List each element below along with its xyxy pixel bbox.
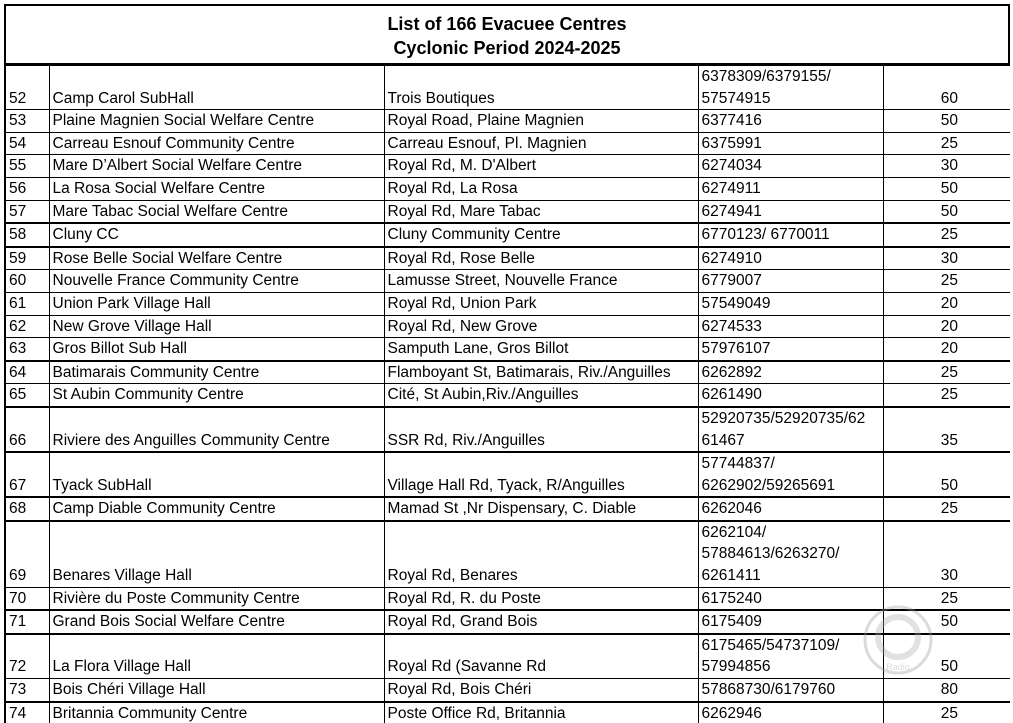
centre-phone <box>698 110 883 133</box>
centre-capacity: 50 <box>883 177 1010 200</box>
centre-address: SSR Rd, Riv./Anguilles <box>384 407 698 452</box>
centre-number: 60 <box>5 270 49 293</box>
centre-name: Camp Carol SubHall <box>49 66 384 110</box>
centre-name: Mare D’Albert Social Welfare Centre <box>49 155 384 178</box>
phone-line: 6378309/6379155/ <box>701 68 831 85</box>
centre-name: Nouvelle France Community Centre <box>49 270 384 293</box>
centre-address: Royal Rd (Savanne Rd <box>384 634 698 679</box>
table-row <box>5 292 1010 315</box>
centre-capacity: 20 <box>883 315 1010 338</box>
centre-address: Royal Rd, Mare Tabac <box>384 200 698 223</box>
centre-number: 74 <box>5 702 49 723</box>
centre-capacity: 30 <box>883 247 1010 270</box>
centre-phone <box>698 610 883 634</box>
centre-phone <box>698 200 883 223</box>
phone-line: 6262104/ <box>701 523 767 541</box>
centre-address: Royal Rd, New Grove <box>384 315 698 338</box>
centre-phone <box>698 132 883 155</box>
centre-address: Royal Rd, M. D'Albert <box>384 155 698 178</box>
phone-line: 6377416 <box>701 112 762 130</box>
table-row <box>5 315 1010 338</box>
phone-line: 57976107 <box>701 340 771 358</box>
phone-line: 6262946 <box>701 704 762 722</box>
centre-phone <box>698 177 883 200</box>
phone-line: 6770123/ 6770011 <box>701 226 830 244</box>
centre-number: 72 <box>5 634 49 679</box>
centre-phone <box>698 634 883 679</box>
phone-line: 6175465/54737109/ <box>701 636 840 654</box>
phone-line: 6262892 <box>701 363 762 381</box>
table-row <box>5 610 1010 634</box>
phone-line: 57884613/6263270/ <box>701 545 840 563</box>
centre-phone <box>698 679 883 702</box>
centre-name: Gros Billot Sub Hall <box>49 338 384 361</box>
centre-capacity: 25 <box>883 587 1010 610</box>
table-row <box>5 407 1010 452</box>
centre-phone <box>698 292 883 315</box>
centre-address: Royal Rd, La Rosa <box>384 177 698 200</box>
centre-address: Royal Road, Plaine Magnien <box>384 110 698 133</box>
table-row <box>5 247 1010 270</box>
centre-number: 55 <box>5 155 49 178</box>
title-line-1: List of 166 Evacuee Centres <box>387 14 627 34</box>
centre-address: Carreau Esnouf, Pl. Magnien <box>384 132 698 155</box>
centre-number: 53 <box>5 110 49 133</box>
table-row <box>5 361 1010 384</box>
centre-number: 63 <box>5 338 49 361</box>
table-row <box>5 679 1010 702</box>
centre-capacity: 30 <box>883 155 1010 178</box>
centre-name: Rose Belle Social Welfare Centre <box>49 247 384 270</box>
table-row <box>5 338 1010 361</box>
centre-number: 62 <box>5 315 49 338</box>
centre-phone <box>698 407 883 452</box>
centre-phone <box>698 452 883 497</box>
centre-name: Batimarais Community Centre <box>49 361 384 384</box>
centre-address: Royal Rd, Grand Bois <box>384 610 698 634</box>
centre-number: 52 <box>5 66 49 110</box>
table-row <box>5 200 1010 223</box>
centre-address: Mamad St ,Nr Dispensary, C. Diable <box>384 497 698 521</box>
centre-name: Carreau Esnouf Community Centre <box>49 132 384 155</box>
centre-name: Grand Bois Social Welfare Centre <box>49 610 384 634</box>
centre-address: Flamboyant St, Batimarais, Riv./Anguilles <box>384 361 698 384</box>
phone-line: 6274911 <box>701 179 761 197</box>
phone-line: 57549049 <box>701 294 771 312</box>
centre-phone <box>698 223 883 247</box>
centre-number: 67 <box>5 452 49 497</box>
centre-number: 54 <box>5 132 49 155</box>
centre-name: Tyack SubHall <box>49 452 384 497</box>
centre-name: Cluny CC <box>49 223 384 247</box>
table-row <box>5 177 1010 200</box>
centre-capacity: 50 <box>883 110 1010 133</box>
centre-phone <box>698 66 883 110</box>
phone-line: 6274941 <box>701 202 762 220</box>
centre-address: Village Hall Rd, Tyack, R/Anguilles <box>384 452 698 497</box>
centre-number: 70 <box>5 587 49 610</box>
centre-phone <box>698 270 883 293</box>
centre-name: Benares Village Hall <box>49 521 384 587</box>
centre-phone <box>698 155 883 178</box>
centre-phone <box>698 247 883 270</box>
centre-name: Rivière du Poste Community Centre <box>49 587 384 610</box>
phone-line: 6262902/59265691 <box>701 476 836 494</box>
table-row <box>5 702 1010 723</box>
centre-capacity: 25 <box>883 702 1010 723</box>
centre-capacity: 25 <box>883 497 1010 521</box>
centre-address: Royal Rd, Bois Chéri <box>384 679 698 702</box>
centre-phone <box>698 702 883 723</box>
phone-line: 52920735/52920735/62 <box>701 409 866 427</box>
centre-capacity: 20 <box>883 292 1010 315</box>
centre-capacity: 50 <box>883 200 1010 223</box>
centre-phone <box>698 521 883 587</box>
centre-name: La Flora Village Hall <box>49 634 384 679</box>
centre-number: 64 <box>5 361 49 384</box>
centre-name: Mare Tabac Social Welfare Centre <box>49 200 384 223</box>
phone-line: 6274034 <box>701 157 762 175</box>
phone-line: 61467 <box>701 431 745 449</box>
centre-name: Riviere des Anguilles Community Centre <box>49 407 384 452</box>
centre-capacity: 25 <box>883 132 1010 155</box>
phone-line: 6262046 <box>701 500 762 518</box>
centre-phone <box>698 384 883 407</box>
centre-address: Cluny Community Centre <box>384 223 698 247</box>
evacuee-centres-sheet <box>4 4 1010 723</box>
table-title <box>4 4 1010 65</box>
table-row <box>5 132 1010 155</box>
centre-capacity: 80 <box>883 679 1010 702</box>
phone-line: 6274910 <box>701 249 762 267</box>
centre-phone <box>698 315 883 338</box>
centre-address: Royal Rd, Benares <box>384 521 698 587</box>
centre-number: 71 <box>5 610 49 634</box>
table-row <box>5 110 1010 133</box>
phone-line: 57744837/ <box>701 455 775 473</box>
table-row <box>5 155 1010 178</box>
phone-line: 6274533 <box>701 317 762 335</box>
table-row <box>5 587 1010 610</box>
centre-capacity: 25 <box>883 384 1010 407</box>
centre-address: Royal Rd, R. du Poste <box>384 587 698 610</box>
centre-name: Union Park Village Hall <box>49 292 384 315</box>
centre-name: Bois Chéri Village Hall <box>49 679 384 702</box>
centre-address: Poste Office Rd, Britannia <box>384 702 698 723</box>
centre-capacity: 30 <box>883 521 1010 587</box>
watermark-label: Radio <box>886 662 910 672</box>
centre-number: 69 <box>5 521 49 587</box>
phone-line: 6175409 <box>701 613 762 631</box>
centre-phone <box>698 587 883 610</box>
phone-line: 6779007 <box>701 272 762 290</box>
centre-capacity: 25 <box>883 223 1010 247</box>
phone-line: 6261490 <box>701 386 762 404</box>
centre-capacity: 25 <box>883 270 1010 293</box>
centre-capacity: 60 <box>883 66 1010 110</box>
table-row <box>5 223 1010 247</box>
table-row <box>5 66 1010 110</box>
centre-name: New Grove Village Hall <box>49 315 384 338</box>
table-row <box>5 452 1010 497</box>
centre-number: 66 <box>5 407 49 452</box>
centre-number: 73 <box>5 679 49 702</box>
table-body <box>5 66 1010 723</box>
phone-line: 6375991 <box>701 134 762 152</box>
phone-line: 6261411 <box>701 567 761 585</box>
centre-number: 59 <box>5 247 49 270</box>
centre-capacity: 50 <box>883 610 1010 634</box>
centre-number: 56 <box>5 177 49 200</box>
centre-number: 57 <box>5 200 49 223</box>
centre-address: Lamusse Street, Nouvelle France <box>384 270 698 293</box>
centre-capacity: 50 <box>883 452 1010 497</box>
centre-address: Trois Boutiques <box>384 66 698 110</box>
centre-address: Royal Rd, Union Park <box>384 292 698 315</box>
centre-number: 58 <box>5 223 49 247</box>
table-row <box>5 270 1010 293</box>
centre-name: Britannia Community Centre <box>49 702 384 723</box>
evacuee-centres-table <box>4 65 1010 723</box>
centre-capacity: 20 <box>883 338 1010 361</box>
table-row <box>5 634 1010 679</box>
centre-name: Camp Diable Community Centre <box>49 497 384 521</box>
centre-phone <box>698 338 883 361</box>
table-row <box>5 521 1010 587</box>
centre-address: Cité, St Aubin,Riv./Anguilles <box>384 384 698 407</box>
centre-capacity: 35 <box>883 407 1010 452</box>
phone-line: 6175240 <box>701 589 762 607</box>
title-line-2: Cyclonic Period 2024-2025 <box>393 38 621 58</box>
table-row <box>5 384 1010 407</box>
centre-number: 61 <box>5 292 49 315</box>
centre-phone <box>698 361 883 384</box>
phone-line: 57994856 <box>701 658 771 676</box>
centre-name: St Aubin Community Centre <box>49 384 384 407</box>
centre-capacity: 50 <box>883 634 1010 679</box>
centre-name: Plaine Magnien Social Welfare Centre <box>49 110 384 133</box>
centre-name: La Rosa Social Welfare Centre <box>49 177 384 200</box>
phone-line: 57868730/6179760 <box>701 681 836 699</box>
centre-capacity: 25 <box>883 361 1010 384</box>
centre-address: Samputh Lane, Gros Billot <box>384 338 698 361</box>
centre-phone <box>698 497 883 521</box>
centre-address: Royal Rd, Rose Belle <box>384 247 698 270</box>
centre-number: 65 <box>5 384 49 407</box>
centre-number: 68 <box>5 497 49 521</box>
phone-line: 57574915 <box>701 89 771 107</box>
table-row <box>5 497 1010 521</box>
